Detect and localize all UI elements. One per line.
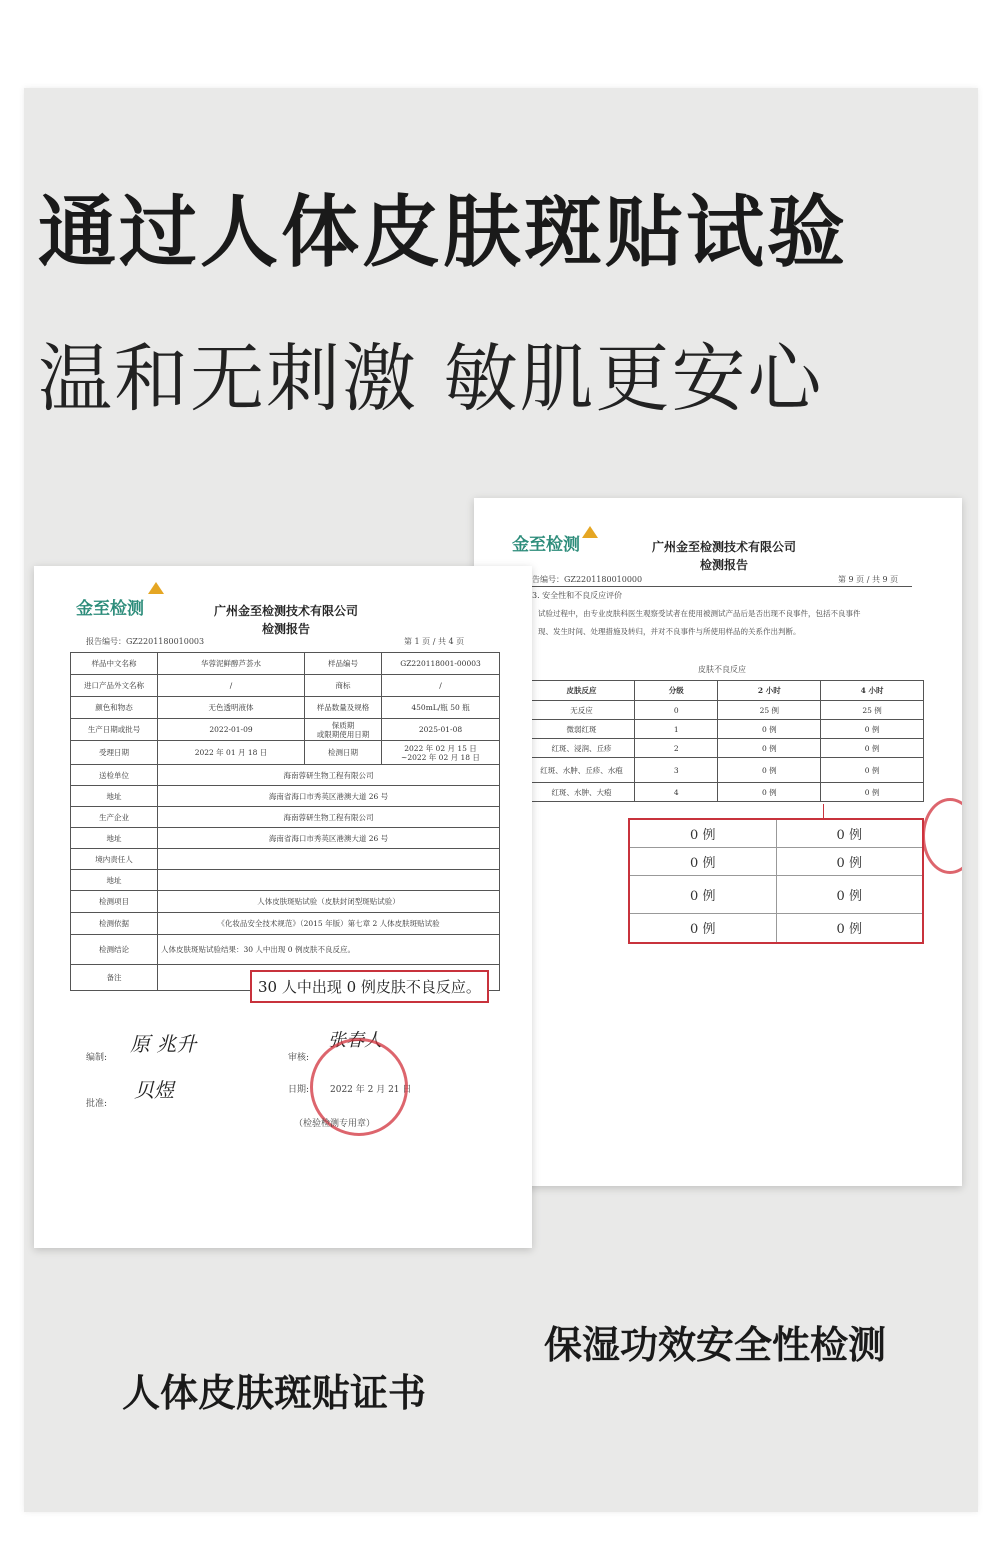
table-row <box>71 913 500 935</box>
logo: 金至检测 <box>76 599 144 619</box>
table-row <box>71 765 500 786</box>
value-cell: 人体皮肤斑贴试验（皮肤封闭型斑贴试验） <box>158 891 500 913</box>
caption-right: 保湿功效安全性检测 <box>544 1322 887 1367</box>
cell: 微弱红斑 <box>529 720 635 739</box>
page-info: 第 1 页 / 共 4 页 <box>404 637 465 646</box>
cell: 1 <box>635 720 718 739</box>
value-cell: 人体皮肤斑贴试验结果：30 人中出现 0 例皮肤不良反应。 <box>158 935 500 965</box>
section-title: 3. 安全性和不良反应评价 <box>532 591 623 600</box>
zoom-cell: 0 例 <box>629 875 776 913</box>
label-cell: 检测项目 <box>71 891 158 913</box>
label-cell: 生产日期或批号 <box>71 719 158 741</box>
label-cell: 保质期 或限期使用日期 <box>305 719 382 741</box>
table-row <box>71 935 500 965</box>
red-stamp-partial <box>922 798 962 874</box>
cell: 无反应 <box>529 701 635 720</box>
header-rule <box>532 586 912 587</box>
zoom-cell: 0 例 <box>776 819 923 847</box>
label-cell: 检测结论 <box>71 935 158 965</box>
table-row <box>529 739 924 758</box>
label-cell: 地址 <box>71 870 158 891</box>
label-cell: 地址 <box>71 786 158 807</box>
table-row <box>71 653 500 675</box>
table-row <box>71 807 500 828</box>
cell: 0 例 <box>821 758 924 783</box>
adverse-reaction-table <box>528 680 924 802</box>
cell: 0 例 <box>718 783 821 802</box>
company-name: 广州金至检测技术有限公司 <box>651 540 796 554</box>
table-row <box>71 891 500 913</box>
cell: 0 例 <box>821 739 924 758</box>
value-cell: 海南省海口市秀英区港澳大道 26 号 <box>158 786 500 807</box>
zoom-connector <box>823 804 824 818</box>
table-row <box>529 701 924 720</box>
label-cell: 备注 <box>71 965 158 991</box>
label-cell: 样品编号 <box>305 653 382 675</box>
zoom-highlight-box <box>628 818 924 944</box>
table-row <box>71 741 500 765</box>
table-row <box>71 849 500 870</box>
patch-test-report-page <box>34 566 532 1248</box>
table-row <box>71 719 500 741</box>
value-cell: 《化妆品安全技术规范》（2015 年版）第七章 2 人体皮肤斑贴试验 <box>158 913 500 935</box>
table-row <box>71 697 500 719</box>
zoom-cell: 0 例 <box>776 875 923 913</box>
label-cell: 样品中文名称 <box>71 653 158 675</box>
value-cell: 华蓉泥鲜醇芦荟水 <box>158 653 305 675</box>
cell: 2 <box>635 739 718 758</box>
logo-triangle-icon <box>148 582 164 594</box>
date-label: 日期: <box>288 1085 310 1095</box>
cell: 0 例 <box>821 783 924 802</box>
zoom-row <box>629 875 923 913</box>
value-cell: / <box>158 675 305 697</box>
approver-signature: 贝煜 <box>134 1078 174 1102</box>
cell: 0 <box>635 701 718 720</box>
label-cell: 检测依据 <box>71 913 158 935</box>
label-cell: 样品数量及规格 <box>305 697 382 719</box>
label-cell: 生产企业 <box>71 807 158 828</box>
value-cell: / <box>382 675 500 697</box>
header-cell: 分级 <box>635 681 718 701</box>
value-cell: 无色透明液体 <box>158 697 305 719</box>
cell: 0 例 <box>718 720 821 739</box>
value-cell <box>158 870 500 891</box>
cell: 0 例 <box>718 758 821 783</box>
value-cell: 450mL/瓶 50 瓶 <box>382 697 500 719</box>
page-info: 第 9 页 / 共 9 页 <box>838 575 899 584</box>
table-row <box>529 783 924 802</box>
label-cell: 颜色和物态 <box>71 697 158 719</box>
cell: 红斑、浸润、丘疹 <box>529 739 635 758</box>
table-row <box>71 828 500 849</box>
company-name: 广州金至检测技术有限公司 <box>213 604 358 618</box>
header-cell: 2 小时 <box>718 681 821 701</box>
table-row <box>529 720 924 739</box>
reviewer-label: 审核: <box>288 1053 310 1063</box>
safety-report-page <box>474 498 962 1186</box>
report-title: 检测报告 <box>699 558 748 572</box>
date-value: 2022 年 2 月 21 日 <box>330 1085 412 1095</box>
cell: 红斑、水肿、大疱 <box>529 783 635 802</box>
value-cell: 2025-01-08 <box>382 719 500 741</box>
table-title: 皮肤不良反应 <box>698 665 746 674</box>
zoom-cell: 0 例 <box>629 819 776 847</box>
table-row <box>71 870 500 891</box>
value-cell: 海南蓉研生物工程有限公司 <box>158 765 500 786</box>
cell: 25 例 <box>821 701 924 720</box>
zoom-cell: 0 例 <box>776 913 923 943</box>
paragraph-2: 现、发生时间、处理措施及转归，并对不良事件与所使用样品的关系作出判断。 <box>538 627 801 636</box>
approver-label: 批准: <box>86 1099 108 1109</box>
cell: 0 例 <box>718 739 821 758</box>
value-cell: 2022-01-09 <box>158 719 305 741</box>
value-cell: 2022 年 01 月 18 日 <box>158 741 305 765</box>
label-cell: 境内责任人 <box>71 849 158 870</box>
cell: 4 <box>635 783 718 802</box>
reviewer-signature: 张春人 <box>328 1030 382 1051</box>
headline: 通过人体皮肤斑贴试验 <box>38 188 849 278</box>
table-row <box>71 675 500 697</box>
value-cell: GZ220118001-00003 <box>382 653 500 675</box>
table-row <box>529 758 924 783</box>
label-cell: 地址 <box>71 828 158 849</box>
zoom-cell: 0 例 <box>629 913 776 943</box>
editor-label: 编制: <box>86 1053 108 1063</box>
conclusion-callout: 30 人中出现 0 例皮肤不良反应。 <box>250 970 489 1003</box>
label-cell: 送检单位 <box>71 765 158 786</box>
value-cell: 2022 年 02 月 15 日 ~2022 年 02 月 18 日 <box>382 741 500 765</box>
logo-triangle-icon <box>582 526 598 538</box>
cell: 25 例 <box>718 701 821 720</box>
header-cell: 4 小时 <box>821 681 924 701</box>
label-cell: 检测日期 <box>305 741 382 765</box>
zoom-cell: 0 例 <box>776 847 923 875</box>
table-row <box>71 786 500 807</box>
label-cell: 商标 <box>305 675 382 697</box>
logo: 金至检测 <box>512 535 580 555</box>
cell: 红斑、水肿、丘疹、水疱 <box>529 758 635 783</box>
value-cell <box>158 849 500 870</box>
value-cell: 海南省海口市秀英区港澳大道 26 号 <box>158 828 500 849</box>
zoom-cell: 0 例 <box>629 847 776 875</box>
caption-left: 人体皮肤斑贴证书 <box>122 1370 427 1415</box>
zoom-row <box>629 913 923 943</box>
subheadline: 温和无刺激 敏肌更安心 <box>38 336 824 422</box>
cell: 0 例 <box>821 720 924 739</box>
label-cell: 受理日期 <box>71 741 158 765</box>
stamp-caption: （检验检测专用章） <box>294 1119 376 1129</box>
zoom-row <box>629 847 923 875</box>
header-cell: 皮肤反应 <box>529 681 635 701</box>
editor-signature: 原 兆升 <box>130 1032 197 1056</box>
cell: 3 <box>635 758 718 783</box>
sample-info-table <box>70 652 500 991</box>
value-cell: 海南蓉研生物工程有限公司 <box>158 807 500 828</box>
label-cell: 进口产品外文名称 <box>71 675 158 697</box>
report-number: 报告编号：GZ2201180010003 <box>86 637 205 646</box>
zoom-row <box>629 819 923 847</box>
report-number: 告编号：GZ2201180010000 <box>532 575 643 584</box>
paragraph-1: 试验过程中，由专业皮肤科医生观察受试者在使用被测试产品后是否出现不良事件，包括不良事件 <box>538 609 861 618</box>
report-title: 检测报告 <box>261 622 310 636</box>
